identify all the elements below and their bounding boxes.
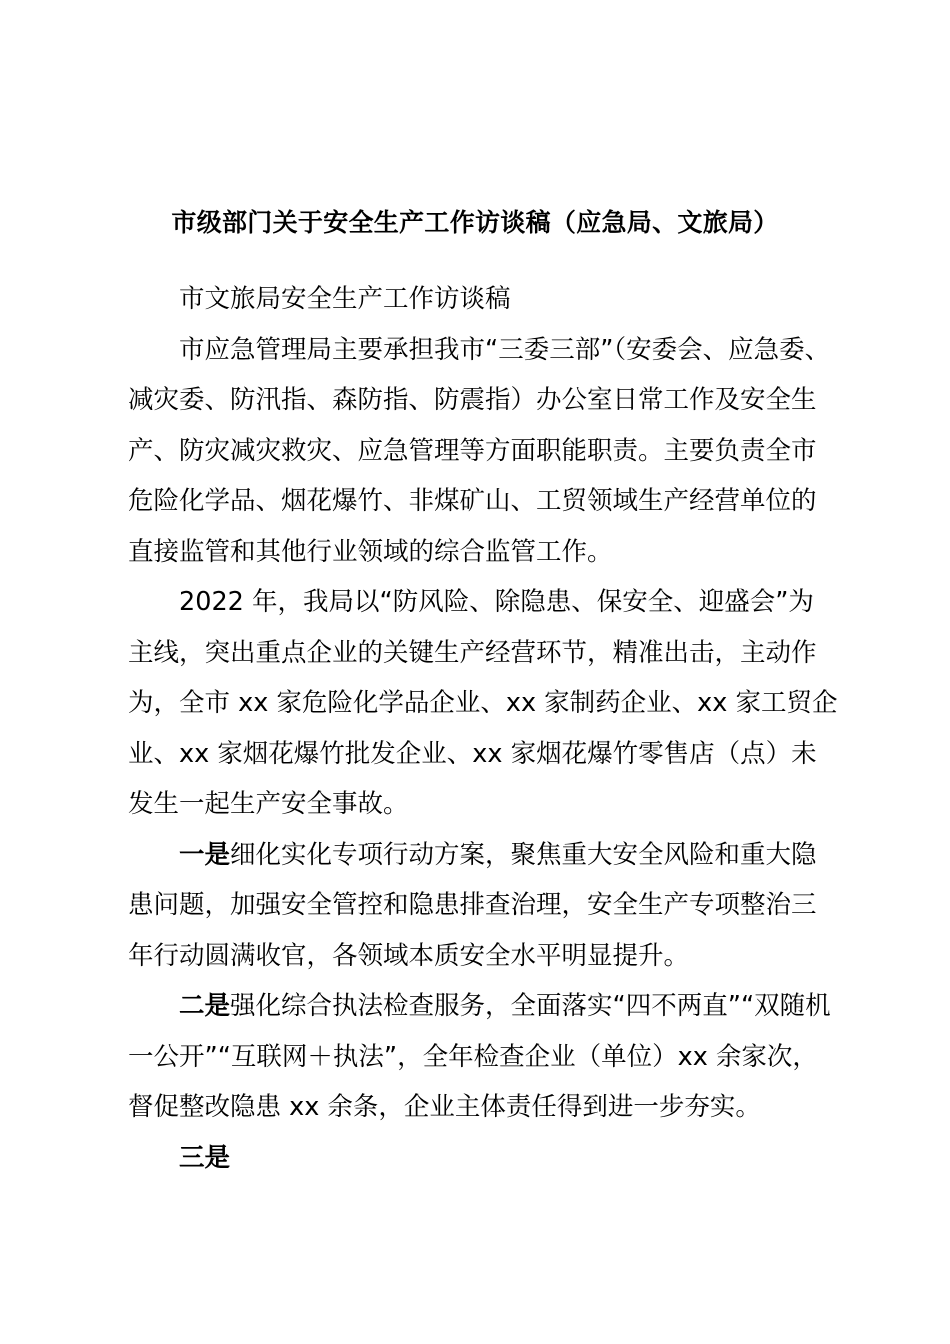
paragraph-line: 市文旅局安全生产工作访谈稿	[179, 284, 511, 314]
paragraph-line: 一公开”“互联网＋执法”，全年检查企业（单位）xx 余家次，	[128, 1042, 818, 1072]
paragraph-line	[179, 835, 817, 875]
paragraph-line: 患问题，加强安全管控和隐患排查治理，安全生产专项整治三	[128, 890, 817, 920]
paragraph-line: 市应急管理局主要承担我市“三委三部”（安委会、应急委、	[179, 335, 831, 365]
paragraph-line: 督促整改隐患 xx 余条，企业主体责任得到进一步夯实。	[128, 1092, 761, 1122]
paragraph-lead: 三是	[179, 1143, 231, 1173]
paragraph-line: 2022 年，我局以“防风险、除隐患、保安全、迎盛会”为	[179, 587, 814, 617]
paragraph-text: 细化实化专项行动方案，聚焦重大安全风险和重大隐	[230, 840, 817, 870]
paragraph-line: 直接监管和其他行业领域的综合监管工作。	[128, 537, 613, 567]
paragraph-lead: 一是	[179, 840, 231, 870]
paragraph-line: 主线，突出重点企业的关键生产经营环节，精准出击，主动作	[128, 638, 817, 668]
paragraph-line: 危险化学品、烟花爆竹、非煤矿山、工贸领域生产经营单位的	[128, 486, 817, 516]
paragraph-lead: 二是	[179, 991, 231, 1021]
document-title: 市级部门关于安全生产工作访谈稿（应急局、文旅局）	[171, 208, 779, 237]
paragraph-line	[179, 1138, 230, 1178]
paragraph-line: 为，全市 xx 家危险化学品企业、xx 家制药企业、xx 家工贸企	[128, 688, 838, 718]
paragraph-text: 强化综合执法检查服务，全面落实“四不两直”“双随机	[230, 991, 831, 1021]
paragraph-line: 产、防灾减灾救灾、应急管理等方面职能职责。主要负责全市	[128, 436, 817, 466]
paragraph-line: 减灾委、防汛指、森防指、防震指）办公室日常工作及安全生	[128, 385, 817, 415]
paragraph-line: 年行动圆满收官，各领域本质安全水平明显提升。	[128, 941, 690, 971]
paragraph-line	[179, 986, 831, 1026]
paragraph-line: 业、xx 家烟花爆竹批发企业、xx 家烟花爆竹零售店（点）未	[128, 739, 817, 769]
paragraph-line: 发生一起生产安全事故。	[128, 789, 409, 819]
